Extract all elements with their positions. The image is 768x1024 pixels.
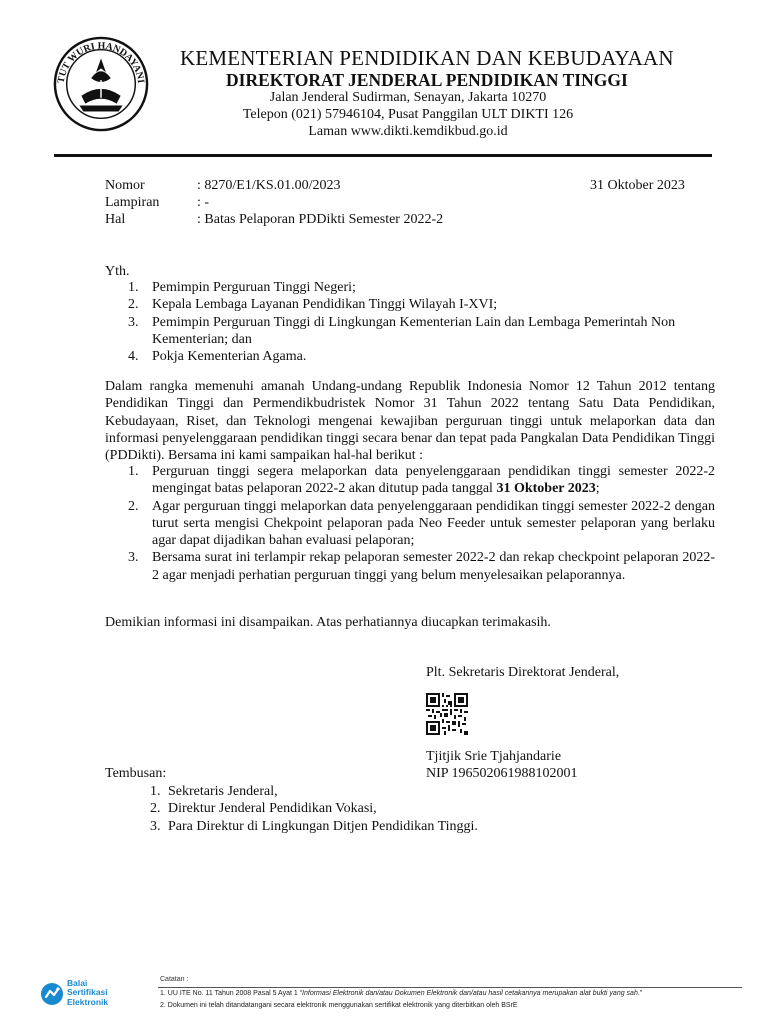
qr-code-icon bbox=[426, 693, 468, 735]
bsre-logo-icon bbox=[40, 982, 64, 1006]
list-text: Pemimpin Perguruan Tinggi Negeri; bbox=[152, 280, 356, 295]
list-item bbox=[128, 463, 715, 498]
note-prefix: 1. UU ITE No. 11 Tahun 2008 Pasal 5 Ayat 1 “ bbox=[160, 990, 303, 997]
letterhead-address: Jalan Jenderal Sudirman, Senayan, Jakarta 10270 bbox=[269, 90, 547, 105]
bsre-line: Elektronik bbox=[67, 996, 109, 1007]
list-text: Bersama surat ini terlampir rekap pelaporan semester 2022-2 dan rekap checkpoint pelaporan 2022-2 agar menjadi perhatian perguruan tinggi yang belum menyelesaikan pelaporannya. bbox=[152, 550, 715, 583]
nomor-value: : 8270/E1/KS.01.00/2023 bbox=[197, 178, 341, 193]
list-item bbox=[150, 818, 710, 835]
letterhead-ministry: KEMENTERIAN PENDIDIKAN DAN KEBUDAYAAN bbox=[180, 46, 674, 70]
intro-paragraph: Dalam rangka memenuhi amanah Undang-undang Republik Indonesia Nomor 12 Tahun 2012 tentang Pendidikan Tinggi dan Permendikbudristek Nomor 31 Tahun 2022 tentang Satu Data Pendidikan, Kebudayaan, Riset, dan Teknologi mengenai kewajiban perguruan tinggi untuk melaporkan data dan informasi penyelenggaraan pendidikan tinggi secara benar dan tepat pada Pangkalan Data Pendidikan Tinggi (PDDikti). Bersama ini kami sampaikan hal-hal berikut : bbox=[105, 379, 715, 464]
list-number: 3. bbox=[128, 550, 139, 566]
list-number: 4. bbox=[128, 349, 139, 365]
hal-value: : Batas Pelaporan PDDikti Semester 2022-2 bbox=[197, 212, 444, 227]
note-quote: Informasi Elektronik dan/atau Dokumen Elektronik dan/atau hasil cetakannya merupakan alat bukti yang sah. bbox=[302, 990, 640, 997]
list-text: Pemimpin Perguruan Tinggi di Lingkungan Kementerian Lain dan Lembaga Pemerintah Non Kementerian; dan bbox=[152, 314, 676, 347]
lampiran-value: : - bbox=[197, 195, 210, 210]
list-text: Kepala Lembaga Layanan Pendidikan Tinggi Wilayah I-XVI; bbox=[152, 297, 498, 313]
letterhead-divider bbox=[54, 154, 712, 157]
list-number: 2. bbox=[128, 498, 139, 514]
logo-motto: TUT WURI HANDAYANI bbox=[55, 40, 147, 84]
list-number: 2. bbox=[128, 297, 139, 313]
list-number: 1. bbox=[150, 784, 161, 799]
lampiran-label: Lampiran bbox=[105, 195, 160, 210]
list-item bbox=[128, 279, 728, 296]
closing-sentence: Demikian informasi ini disampaikan. Atas perhatiannya diucapkan terimakasih. bbox=[105, 615, 551, 630]
salutation: Yth. bbox=[105, 264, 130, 279]
list-item bbox=[128, 314, 728, 349]
signatory-title: Plt. Sekretaris Direktorat Jenderal, bbox=[426, 665, 620, 680]
bsre-line: Sertifikasi bbox=[67, 987, 108, 998]
hal-label: Hal bbox=[105, 212, 126, 227]
note-suffix: ” bbox=[639, 990, 643, 997]
addressee-list bbox=[128, 279, 728, 365]
list-number: 3. bbox=[150, 818, 161, 834]
list-text: Para Direktur di Lingkungan Ditjen Pendidikan Tinggi. bbox=[168, 818, 478, 834]
list-text: Direktur Jenderal Pendidikan Vokasi, bbox=[168, 801, 377, 817]
bsre-name bbox=[67, 979, 108, 1007]
list-text-end: ; bbox=[595, 481, 600, 497]
list-number: 1. bbox=[128, 280, 139, 295]
list-item bbox=[128, 348, 728, 365]
letterhead-phone: Telepon (021) 57946104, Pusat Panggilan ULT DIKTI 126 bbox=[242, 107, 574, 122]
cc-list bbox=[150, 783, 710, 835]
points-list bbox=[128, 463, 715, 584]
letterhead-directorate: DIREKTORAT JENDERAL PENDIDIKAN TINGGI bbox=[226, 70, 628, 90]
list-text: Perguruan tinggi segera melaporkan data penyelenggaraan pendidikan tinggi semester 2022-2 mengingat batas pelaporan 2022-2 akan ditutup pada tanggal bbox=[152, 464, 715, 497]
bsre-line: Balai bbox=[67, 978, 88, 988]
letter-date: 31 Oktober 2023 bbox=[590, 178, 685, 193]
list-number: 1. bbox=[128, 464, 139, 479]
footer-note-2: 2. Dokumen ini telah ditandatangani secara elektronik menggunakan sertifikat elektronik yang diterbitkan oleh BSrE bbox=[160, 1002, 518, 1009]
cc-label: Tembusan: bbox=[105, 766, 167, 781]
list-item bbox=[150, 800, 710, 817]
list-text: Pokja Kementerian Agama. bbox=[152, 349, 307, 365]
footer-divider bbox=[158, 987, 742, 988]
footer-notes-label: Catatan : bbox=[160, 976, 189, 983]
nomor-label: Nomor bbox=[105, 178, 145, 193]
list-item bbox=[128, 296, 728, 313]
list-number: 2. bbox=[150, 801, 161, 817]
list-item bbox=[128, 498, 715, 550]
deadline-date: 31 Oktober 2023 bbox=[496, 481, 596, 497]
list-number: 3. bbox=[128, 314, 139, 330]
list-item bbox=[128, 549, 715, 584]
list-text: Sekretaris Jenderal, bbox=[168, 784, 278, 799]
list-item bbox=[150, 783, 710, 800]
signatory-nip: NIP 196502061988102001 bbox=[426, 766, 578, 781]
footer-note-1 bbox=[160, 990, 642, 997]
list-text: Agar perguruan tinggi melaporkan data penyelenggaraan pendidikan tinggi semester 2022-2 dengan turut serta mengisi Chekpoint pelaporan pada Neo Feeder untuk semester pelaporan yang berlaku agar dapat dijadikan bahan evaluasi pelaporan; bbox=[152, 498, 715, 549]
signatory-name: Tjitjik Srie Tjahjandarie bbox=[426, 749, 562, 764]
letterhead-website: Laman www.dikti.kemdikbud.go.id bbox=[308, 124, 508, 139]
